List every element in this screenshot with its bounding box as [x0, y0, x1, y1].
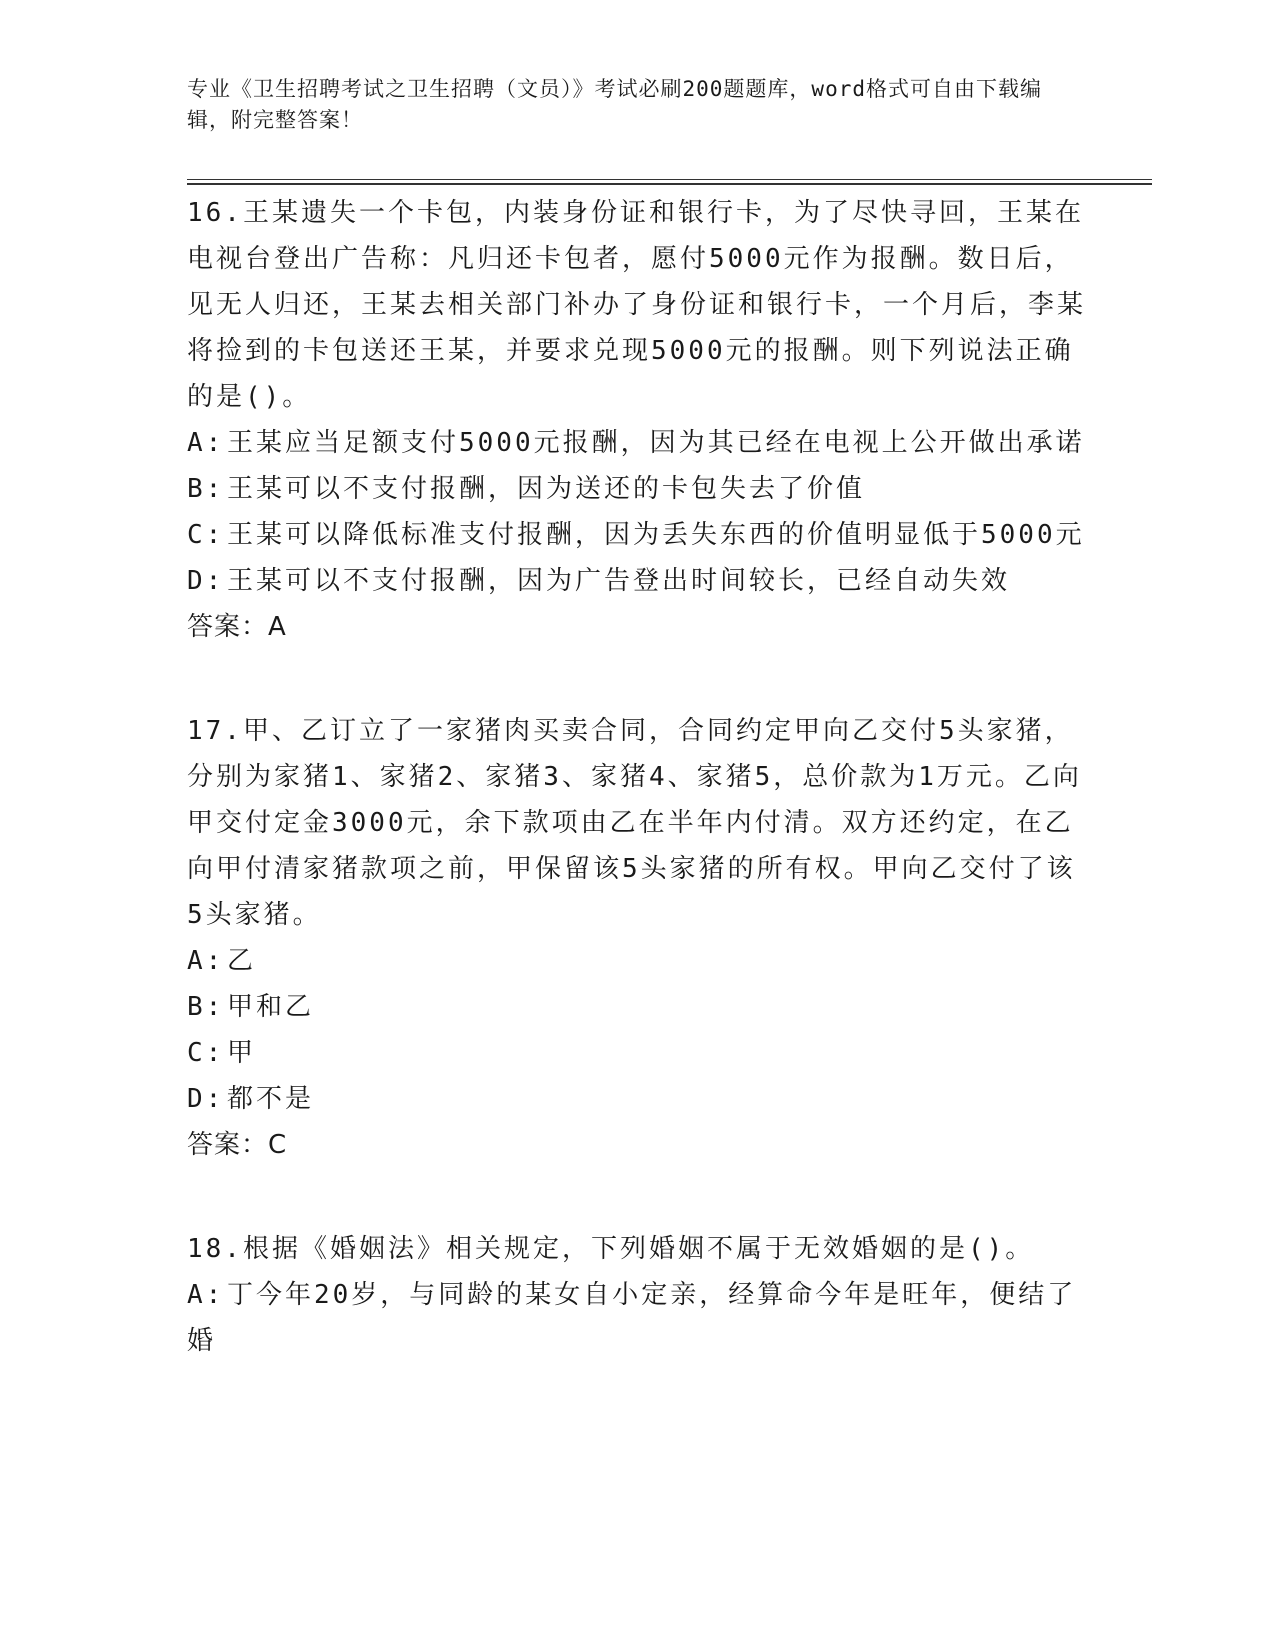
- option-letter: D:: [187, 566, 225, 596]
- option-a: [187, 938, 1092, 984]
- option-letter: C:: [187, 1038, 225, 1068]
- option-letter: A:: [187, 428, 225, 458]
- answer-line: 答案：C: [187, 1130, 288, 1160]
- option-a: [187, 1272, 1092, 1364]
- option-letter: A:: [187, 946, 225, 976]
- option-letter: B:: [187, 474, 225, 504]
- option-d: [187, 558, 1092, 604]
- question-stem: 16.王某遗失一个卡包，内装身份证和银行卡，为了尽快寻回，王某在电视台登出广告称：凡归还卡包者，愿付5000元作为报酬。数日后，见无人归还，王某去相关部门补办了身份证和银行卡，一个月后，李某将捡到的卡包送还王某，并要求兑现5000元的报酬。则下列说法正确的是()。: [187, 198, 1087, 412]
- option-d: [187, 1076, 1092, 1122]
- option-b: [187, 466, 1092, 512]
- option-letter: C:: [187, 520, 225, 550]
- header-divider-thick: [187, 183, 1152, 185]
- question-stem: 17.甲、乙订立了一家猪肉买卖合同，合同约定甲向乙交付5头家猪，分别为家猪1、家猪2、家猪3、家猪4、家猪5，总价款为1万元。乙向甲交付定金3000元，余下款项由乙在半年内付清。双方还约定，在乙向甲付清家猪款项之前，甲保留该5头家猪的所有权。甲向乙交付了该5头家猪。: [187, 716, 1082, 930]
- option-c: [187, 1030, 1092, 1076]
- option-c: [187, 512, 1092, 558]
- option-text: 甲和乙: [227, 992, 315, 1022]
- option-text: 甲: [227, 1038, 257, 1068]
- option-text: 王某可以不支付报酬，因为广告登出时间较长，已经自动失效: [227, 566, 1011, 596]
- header-text: 专业《卫生招聘考试之卫生招聘（文员）》考试必刷200题题库，word格式可自由下载编辑，附完整答案！: [187, 77, 1042, 132]
- option-text: 丁今年20岁，与同龄的某女自小定亲，经算命今年是旺年，便结了婚: [187, 1280, 1077, 1356]
- header-divider-thin: [187, 179, 1152, 180]
- question-17: [187, 708, 1092, 1168]
- question-18: [187, 1226, 1092, 1364]
- question-stem: 18.根据《婚姻法》相关规定，下列婚姻不属于无效婚姻的是()。: [187, 1234, 1035, 1264]
- option-letter: B:: [187, 992, 225, 1022]
- option-b: [187, 984, 1092, 1030]
- option-text: 王某应当足额支付5000元报酬，因为其已经在电视上公开做出承诺: [227, 428, 1085, 458]
- question-16: [187, 190, 1092, 650]
- option-letter: A:: [187, 1280, 225, 1310]
- option-text: 都不是: [227, 1084, 315, 1114]
- option-text: 王某可以不支付报酬，因为送还的卡包失去了价值: [227, 474, 866, 504]
- option-text: 乙: [227, 946, 257, 976]
- option-text: 王某可以降低标准支付报酬，因为丢失东西的价值明显低于5000元: [227, 520, 1085, 550]
- option-letter: D:: [187, 1084, 225, 1114]
- document-header: [187, 74, 1067, 136]
- question-list: [187, 190, 1092, 1422]
- option-a: [187, 420, 1092, 466]
- answer-line: 答案：A: [187, 612, 287, 642]
